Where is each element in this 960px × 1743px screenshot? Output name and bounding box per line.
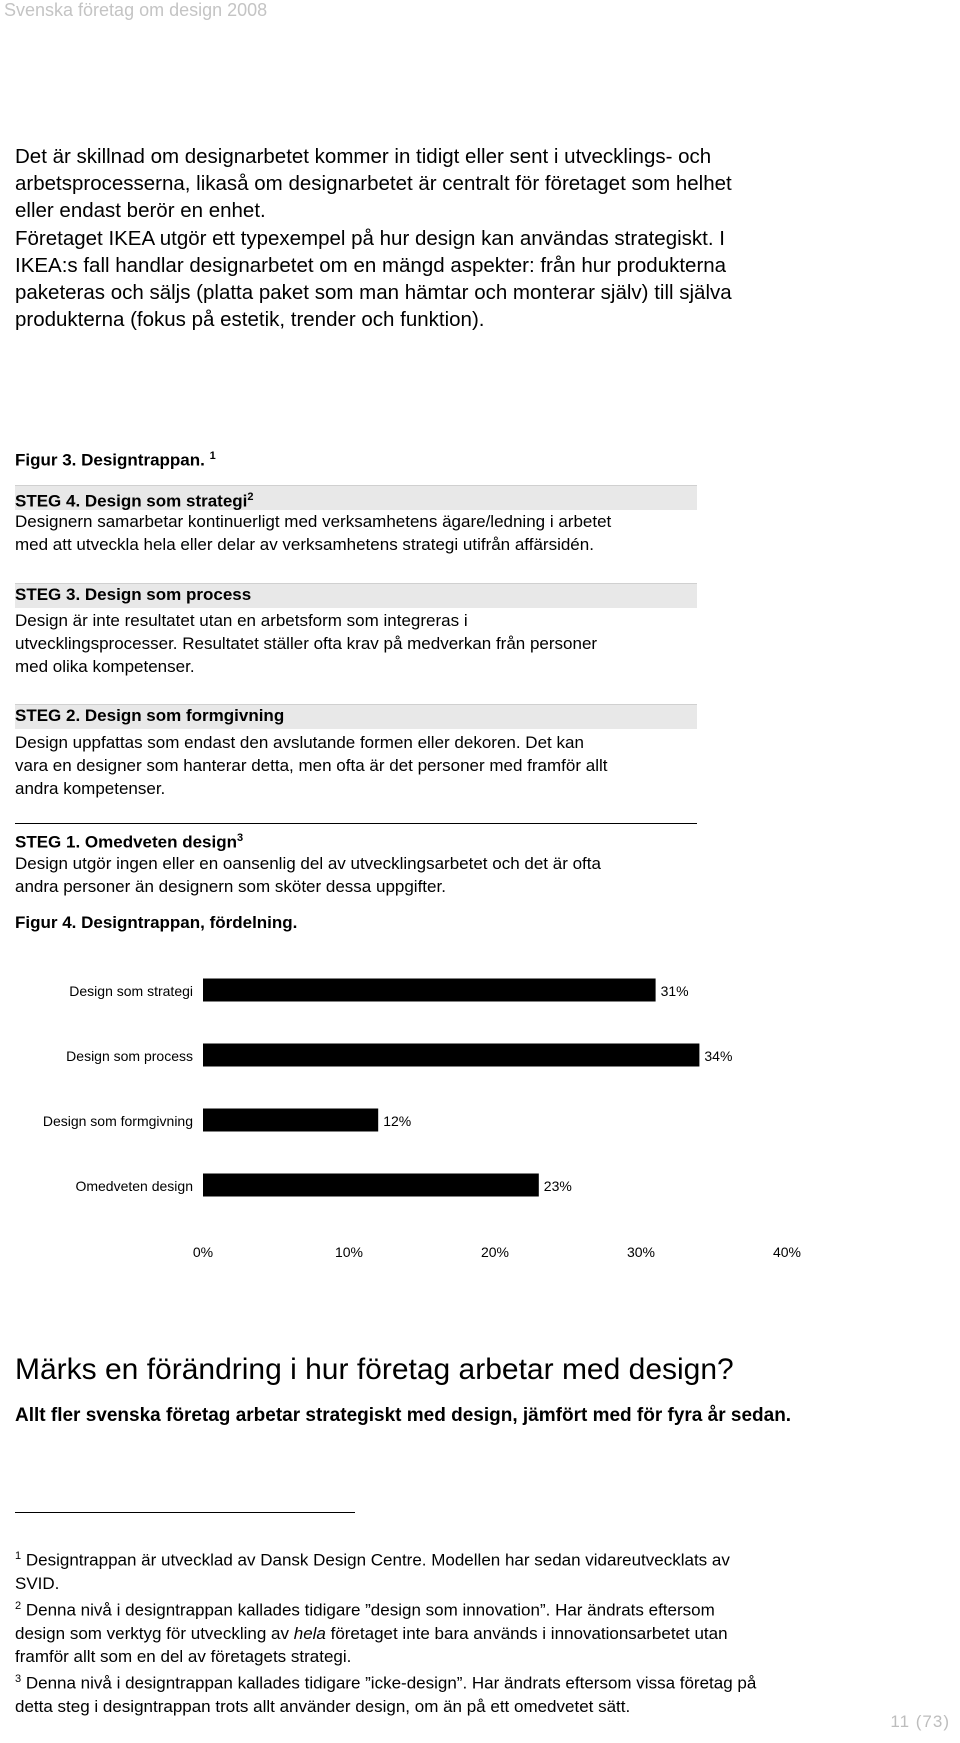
text-line: produkterna (fokus på estetik, trender och funktion). [15,308,485,331]
text-line: utvecklingsprocesser. Resultatet ställer ofta krav på medverkan från personer [15,634,598,653]
footnote-2 [15,1595,875,1668]
footnote-number: 3 [15,1673,22,1685]
step-1-label [15,826,243,855]
text-line: detta steg i designtrappan trots allt använder design, om än på ett omedvetet sätt. [15,1696,631,1716]
bar [203,1109,378,1132]
text-line: Design är inte resultatet utan en arbetsform som integreras i [15,611,468,630]
text-line [15,1545,875,1572]
text-line: paketeras och säljs (platta paket som man hämtar och monterar själv) till själva [15,281,732,304]
step-2-description [15,731,705,800]
distribution-bar-chart [0,960,960,1280]
text-line: andra kompetenser. [15,779,166,798]
value-label: 34% [704,1048,733,1064]
page-number: 11 (73) [890,1712,950,1731]
text-line: Det är skillnad om designarbetet kommer in tidigt eller sent i utvecklings- och [15,145,712,168]
text-line: framför allt som en del av företagets strategi. [15,1646,352,1666]
category-label: Design som process [66,1048,193,1064]
figure-3-title [15,450,216,471]
x-tick-label: 10% [334,1244,364,1260]
value-label: 23% [543,1178,572,1194]
figure-4-title: Figur 4. Designtrappan, fördelning. [15,913,298,932]
text-line: med olika kompetenser. [15,657,195,676]
text-line [15,1668,875,1695]
intro-paragraph-2 [15,225,945,333]
category-label: Design som formgivning [42,1113,193,1129]
footnote-text: Denna nivå i designtrappan kallades tidigare ”design som innovation”. Har ändrats eftersom [25,1600,715,1620]
footnote-separator [15,1512,355,1513]
text-line: Design uppfattas som endast den avslutande formen eller dekoren. Det kan [15,733,584,752]
step-label-text: STEG 1. Omedveten design [15,832,238,852]
footnote-emphasis: hela [293,1623,326,1643]
text-line: IKEA:s fall handlar designarbetet om en mängd aspekter: från hur produkterna [15,254,727,277]
step-1-description [15,852,705,898]
bar [203,1174,539,1197]
bar [203,1044,699,1067]
text-line: Design utgör ingen eller en oansenlig del av utvecklingsarbetet och det är ofta [15,854,601,873]
footnote-text: Denna nivå i designtrappan kallades tidigare ”icke-design”. Har ändrats eftersom vissa företag på [25,1673,757,1693]
text-line: eller endast berör en enhet. [15,199,266,222]
category-label: Omedveten design [75,1178,193,1194]
step-1-rule [15,823,697,824]
value-label: 31% [660,983,689,999]
footnote-ref: 3 [237,832,244,844]
section-subheading: Allt fler svenska företag arbetar strategiskt med design, jämfört med för fyra år sedan. [15,1405,792,1426]
step-3-description [15,609,705,678]
text-line: med att utveckla hela eller delar av verksamhetens strategi utifrån affärsidén. [15,535,594,554]
figure-title-text: Figur 3. Designtrappan. [15,450,205,470]
value-label: 12% [383,1113,412,1129]
running-header: Svenska företag om design 2008 [4,0,268,20]
section-heading: Märks en förändring i hur företag arbetar med design? [15,1353,734,1386]
text-line: SVID. [15,1573,60,1593]
x-tick-label: 20% [480,1244,510,1260]
step-2-label [15,704,284,728]
footnote-ref: 1 [209,450,216,462]
x-tick-label: 40% [772,1244,802,1260]
step-label-text: STEG 3. Design som process [15,585,252,604]
step-label-text: STEG 2. Design som formgivning [15,706,285,725]
step-3-label [15,583,251,607]
footnote-3 [15,1668,875,1718]
x-tick-label: 30% [626,1244,656,1260]
text-line: vara en designer som hanterar detta, men ofta är det personer med framför allt [15,756,608,775]
text-line: Företaget IKEA utgör ett typexempel på hur design kan användas strategiskt. I [15,227,725,250]
step-4-description [15,510,705,556]
text-line [15,1622,875,1645]
category-label: Design som strategi [69,983,193,999]
x-tick-label: 0% [192,1244,214,1260]
text-line: arbetsprocesserna, likaså om designarbetet är centralt för företaget som helhet [15,172,732,195]
step-label-text: STEG 4. Design som strategi [15,491,248,511]
intro-paragraph-1 [15,143,945,224]
footnote-text: Designtrappan är utvecklad av Dansk Design Centre. Modellen har sedan vidareutvecklats av [25,1550,730,1570]
footnote-text: design som verktyg för utveckling av [15,1623,294,1643]
text-line [15,1595,875,1622]
footnote-ref: 2 [247,491,254,503]
text-line: andra personer än designern som sköter dessa uppgifter. [15,877,446,896]
footnote-text: företaget inte bara används i innovationsarbetet utan [325,1623,728,1643]
bar [203,979,656,1002]
text-line: Designern samarbetar kontinuerligt med verksamhetens ägare/ledning i arbetet [15,512,612,531]
footnote-number: 2 [15,1600,22,1612]
footnote-number: 1 [15,1550,22,1562]
footnote-1 [15,1545,875,1595]
